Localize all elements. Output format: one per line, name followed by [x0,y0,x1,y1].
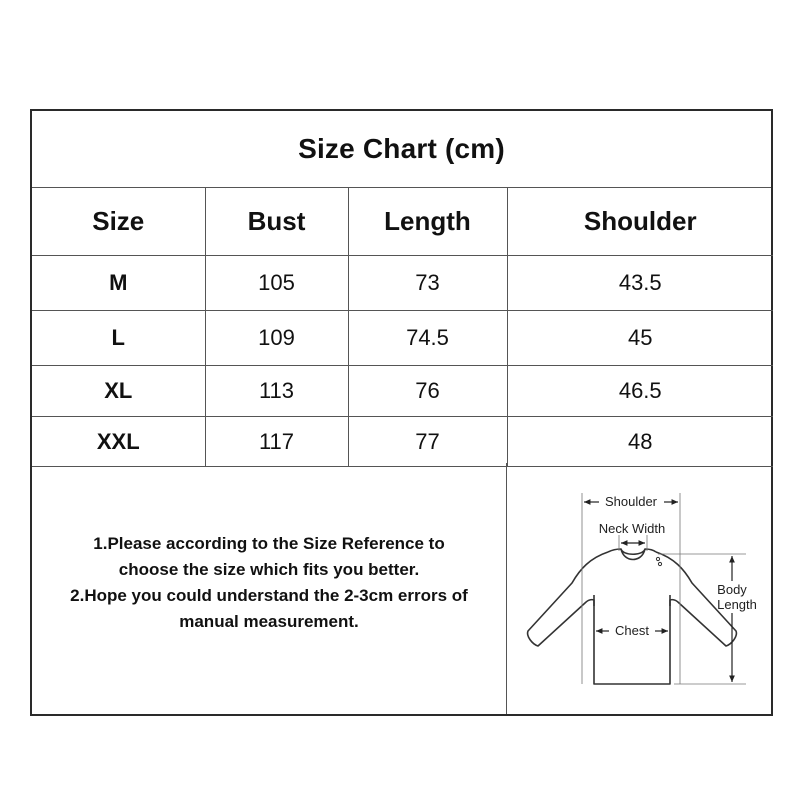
size-table [32,187,773,467]
table-row [32,311,773,366]
header-shoulder: Shoulder [507,187,773,256]
shoulder-cell: 45 [507,311,773,366]
notes-text [70,531,468,635]
note-line: choose the size which fits you better. [118,559,420,579]
size-cell: XL [32,366,205,417]
neck-width-label: Neck Width [598,521,666,536]
bottom-section [32,463,771,714]
button-icon [658,562,661,565]
size-cell: L [32,311,205,366]
table-row [32,366,773,417]
body-length-label-2: Length [717,597,757,612]
chart-title: Size Chart (cm) [32,111,771,188]
header-length: Length [348,187,507,256]
size-chart [30,109,773,716]
shirt-diagram [508,463,773,714]
header-size: Size [32,187,205,256]
shoulder-cell: 48 [507,417,773,467]
header-row [32,187,773,256]
chest-label: Chest [615,623,649,638]
shoulder-label: Shoulder [604,494,658,509]
bust-cell: 109 [205,311,348,366]
notes-panel [32,463,507,714]
header-bust: Bust [205,187,348,256]
bust-cell: 105 [205,256,348,311]
bust-cell: 113 [205,366,348,417]
shirt-outline-icon [528,549,737,684]
length-cell: 73 [348,256,507,311]
length-cell: 74.5 [348,311,507,366]
bust-cell: 117 [205,417,348,467]
table-row [32,256,773,311]
measurement-diagram [508,463,773,714]
note-line: 1.Please according to the Size Reference to [93,533,445,553]
shoulder-cell: 46.5 [507,366,773,417]
shoulder-cell: 43.5 [507,256,773,311]
table-row [32,417,773,467]
note-line: manual measurement. [179,611,359,631]
size-cell: XXL [32,417,205,467]
note-line: 2.Hope you could understand the 2-3cm errors of [70,585,468,605]
size-cell: M [32,256,205,311]
body-length-label-1: Body [717,582,747,597]
length-cell: 76 [348,366,507,417]
length-cell: 77 [348,417,507,467]
button-icon [656,557,659,560]
